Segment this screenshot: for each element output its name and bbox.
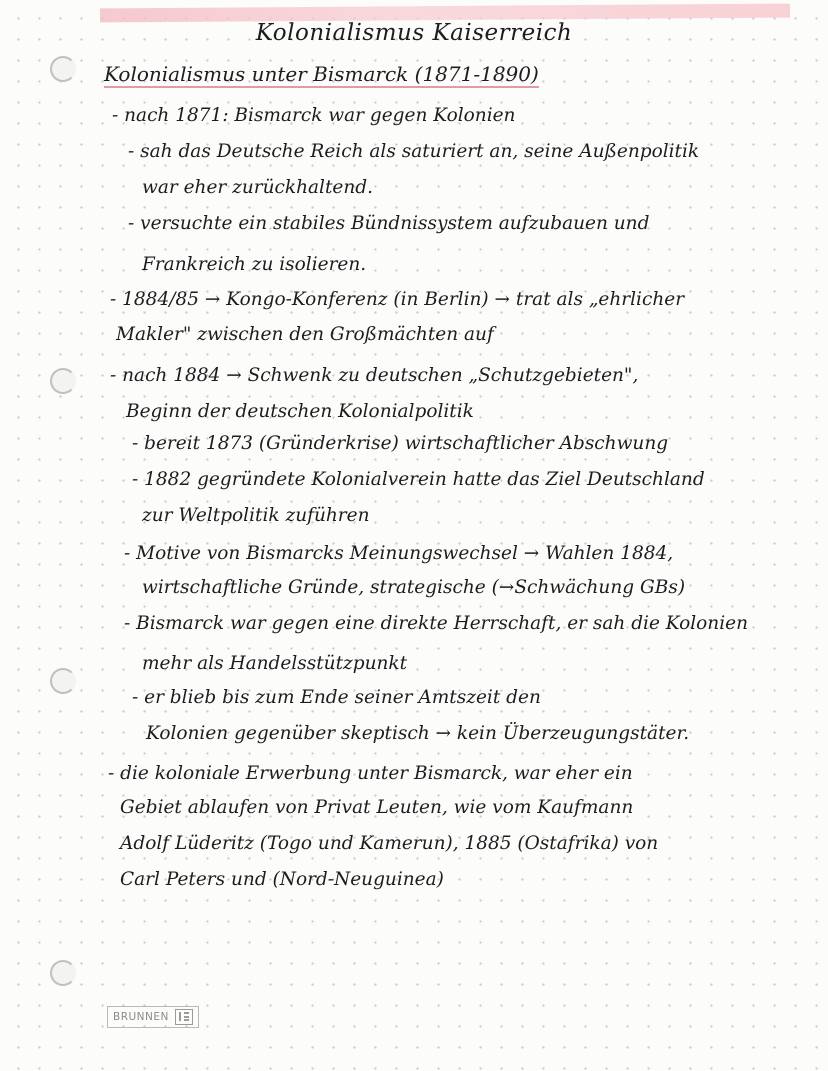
- section-heading: Kolonialismus unter Bismarck (1871-1890): [104, 62, 539, 86]
- punch-hole: [50, 56, 76, 82]
- note-line: war eher zurückhaltend.: [142, 177, 373, 198]
- note-line: - er blieb bis zum Ende seiner Amtszeit den: [132, 687, 541, 708]
- note-line: zur Weltpolitik zuführen: [142, 505, 370, 526]
- page-title: Kolonialismus Kaiserreich: [255, 20, 573, 46]
- note-line: - Bismarck war gegen eine direkte Herrschaft, er sah die Kolonien: [124, 613, 749, 634]
- note-line: Gebiet ablaufen von Privat Leuten, wie vom Kaufmann: [120, 797, 634, 818]
- note-line: - die koloniale Erwerbung unter Bismarck, war eher ein: [108, 763, 633, 784]
- punch-hole: [50, 960, 76, 986]
- note-line: wirtschaftliche Gründe, strategische (→Schwächung GBs): [142, 577, 686, 598]
- note-line: Makler" zwischen den Großmächten auf: [116, 324, 494, 345]
- note-line: Beginn der deutschen Kolonialpolitik: [126, 401, 474, 422]
- note-line: mehr als Handelsstützpunkt: [142, 653, 408, 674]
- brand-stamp: [107, 1006, 199, 1028]
- punch-hole: [50, 368, 76, 394]
- note-line: Kolonien gegenüber skeptisch → kein Überzeugungstäter.: [146, 723, 690, 744]
- note-line: - 1884/85 → Kongo-Konferenz (in Berlin) → trat als „ehrlicher: [110, 289, 685, 310]
- note-line: Frankreich zu isolieren.: [142, 254, 367, 275]
- note-line: - versuchte ein stabiles Bündnissystem aufzubauen und: [128, 213, 650, 234]
- note-line: - sah das Deutsche Reich als saturiert an, seine Außenpolitik: [128, 141, 700, 162]
- brand-logo-icon: [175, 1009, 193, 1025]
- note-line: - bereit 1873 (Gründerkrise) wirtschaftlicher Abschwung: [132, 433, 669, 454]
- punch-hole: [50, 668, 76, 694]
- note-line: Carl Peters und (Nord-Neuguinea): [120, 869, 444, 890]
- note-line: - Motive von Bismarcks Meinungswechsel → Wahlen 1884,: [124, 543, 674, 564]
- note-line: - nach 1884 → Schwenk zu deutschen „Schutzgebieten",: [110, 365, 639, 386]
- note-line: - nach 1871: Bismarck war gegen Kolonien: [112, 105, 516, 126]
- note-line: Adolf Lüderitz (Togo und Kamerun), 1885 (Ostafrika) von: [120, 833, 659, 854]
- brand-label: BRUNNEN: [113, 1011, 169, 1023]
- note-line: - 1882 gegründete Kolonialverein hatte das Ziel Deutschland: [132, 469, 705, 490]
